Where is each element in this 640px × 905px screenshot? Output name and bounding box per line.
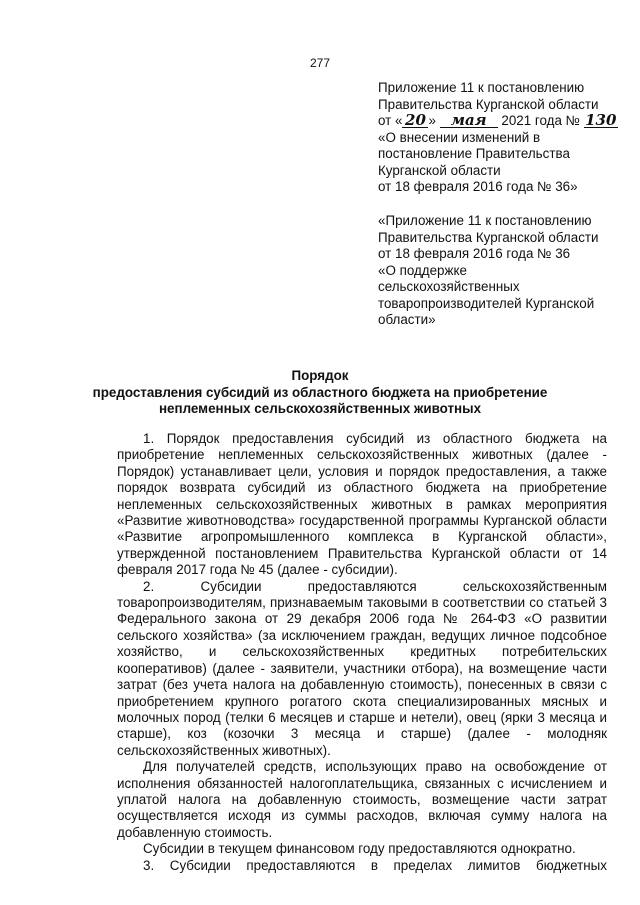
handwritten-month: мая bbox=[440, 113, 498, 128]
paragraph: Для получателей средств, использующих право на освобождение от исполнения обязанностей налогоплательщика, связанных с исчислением и уплатой налога на добавленную стоимость, возмещение части затрат осуществляется исходя из суммы расходов, включая сумму налога на добавленную стоимость. bbox=[117, 759, 607, 840]
amendment-line: «О внесении изменений в bbox=[378, 129, 541, 145]
amendment-line: Приложение 11 к постановлению bbox=[378, 80, 585, 95]
paragraph: Субсидии в текущем финансовом году предоставляются однократно. bbox=[143, 841, 576, 857]
original-line: товаропроизводителей Курганской bbox=[378, 295, 595, 311]
handwritten-day: 20 bbox=[402, 113, 428, 128]
document-body bbox=[117, 431, 607, 874]
original-appendix-header bbox=[378, 213, 618, 329]
original-line: от 18 февраля 2016 года № 36 bbox=[378, 246, 571, 261]
amendment-line: от 18 февраля 2016 года № 36» bbox=[378, 179, 578, 194]
date-mid: » bbox=[428, 113, 436, 128]
amendment-header bbox=[378, 80, 618, 196]
original-line: Правительства Курганской области bbox=[378, 229, 599, 245]
title-line: Порядок bbox=[291, 368, 349, 383]
paragraph: 2. Субсидии предоставляются сельскохозяйственным товаропроизводителям, признаваемым таковыми в соответствии со статьей 3 Федерального закона от 29 декабря 2006 года № 264-ФЗ «О развитии сельского хозяйства» (за исключением граждан, ведущих личное подсобное хозяйство, и сельскохозяйственных кредитных потребительских кооперативов) (далее - заявители, участники отбора), на возмещение части затрат (без учета налога на добавленную стоимость), понесенных в связи с приобретением крупного рогатого скота специализированных мясных и молочных пород (телки 6 месяцев и старше и нетели), овец (ярки 3 месяца и старше), коз (козочки 3 месяца и старше) (далее - молодняк сельскохозяйственных животных). bbox=[117, 578, 607, 758]
paragraph: 3. Субсидии предоставляются в пределах лимитов бюджетных bbox=[143, 857, 607, 873]
page-number: 277 bbox=[309, 56, 331, 70]
title-line: неплеменных сельскохозяйственных животных bbox=[158, 401, 482, 416]
title-line: предоставления субсидий из областного бюджета на приобретение bbox=[92, 384, 548, 400]
date-prefix: от « bbox=[378, 113, 403, 128]
amendment-line: постановление Правительства bbox=[378, 146, 570, 161]
paragraph: 1. Порядок предоставления субсидий из областного бюджета на приобретение неплеменных сельскохозяйственных животных (далее - Порядок) устанавливает цели, условия и порядок предоставления, а также порядок возврата субсидий из областного бюджета на приобретение неплеменных сельскохозяйственных животных в рамках мероприятия «Развитие животноводства» государственной программы Курганской области «Развитие агропромышленного комплекса в Курганской области», утвержденной постановлением Правительства Курганской области от 14 февраля 2017 года № 45 (далее - субсидии). bbox=[117, 431, 607, 578]
amendment-line: Правительства Курганской области bbox=[378, 96, 599, 112]
date-year-text: 2021 года № bbox=[501, 113, 580, 128]
original-line: сельскохозяйственных bbox=[378, 279, 520, 294]
handwritten-doc-number: 130 bbox=[585, 111, 617, 129]
original-line: «Приложение 11 к постановлению bbox=[378, 213, 592, 228]
amendment-line: Курганской области bbox=[378, 162, 501, 178]
amendment-date-line bbox=[378, 113, 618, 130]
original-line: области» bbox=[378, 312, 436, 327]
original-line: «О поддержке bbox=[378, 262, 467, 278]
document-title bbox=[80, 368, 560, 418]
